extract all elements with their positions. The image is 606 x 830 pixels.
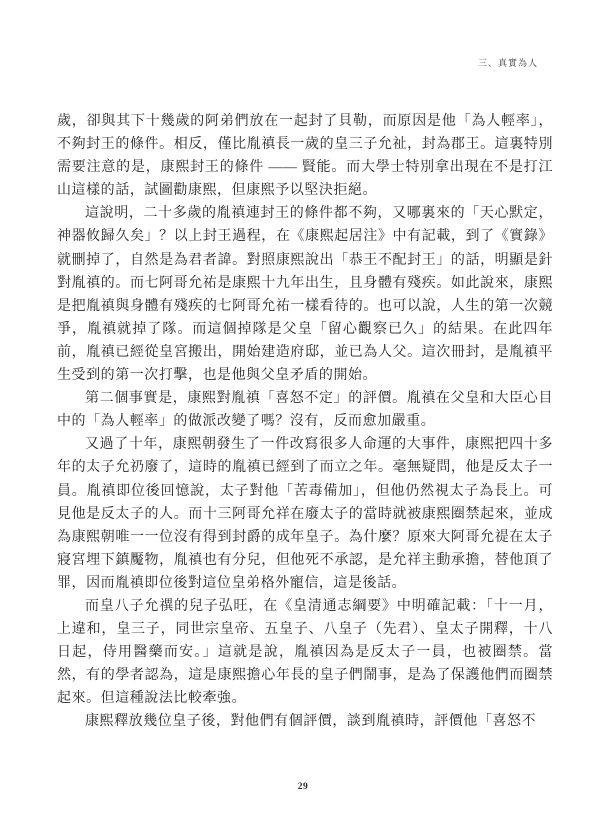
running-header: 三、真實為人 — [477, 58, 538, 68]
page-number: 29 — [297, 782, 309, 792]
paragraph: 康熙釋放幾位皇子後，對他們有個評價，談到胤禛時，評價他「喜怒不 — [85, 714, 537, 730]
paragraph: 這說明，二十多歲的胤禛連封王的條件都不夠，又哪裏來的「天心默定，神器攸歸久矣」？以上封王過程，在《康熙起居注》中有記載，到了《實錄》就刪掉了，自然是為君者諱。對照康熙說出「恭王不配封王」的話，明顯是針對胤禛的。而七阿哥允祐是康熙十九年出生，且身體有殘疾。如此說來，康熙是把胤禛與身體有殘疾的七阿哥允祐一樣看待的。也可以說，人生的第一次競爭，胤禛就掉了隊。而這個掉隊是父皇「留心觀察已久」的結果。在此四年前，胤禛已經從皇宮搬出，開始建造府邸，並已為人父。這次冊封，是胤禛平生受到的第一次打擊，也是他與父皇矛盾的開始。 — [57, 206, 553, 384]
paragraph: 又過了十年，康熙朝發生了一件改寫很多人命運的大事件，康熙把四十多年的太子允礽廢了，這時的胤禛已經到了而立之年。毫無疑問，他是反太子一員。胤禛即位後回憶說，太子對他「苦毒備加」，但他仍然視太子為長上。可見他是反太子的人。而十三阿哥允祥在廢太子的當時就被康熙圈禁起來，並成為康熙朝唯一一位沒有得到封爵的成年皇子。為什麼？原來大阿哥允禔在太子寢宮埋下鎮魘物，胤禛也有分兒，但他死不承認，是允祥主動承擔，替他頂了罪，因而胤禛即位後對這位皇弟格外寵信，這是後話。 — [57, 437, 553, 591]
paragraph: 而皇八子允禩的兒子弘旺，在《皇清通志綱要》中明確記載：「十一月，上違和，皇三子，同世宗皇帝、五皇子、八皇子（先君）、皇太子開釋，十八日起，侍用醫藥而安。」這就是說，胤禛因為是反太子一員，也被圈禁。當然，有的學者認為，這是康熙擔心年長的皇子們鬧事，是為了保護他們而圈禁起來。但這種說法比較牽強。 — [57, 598, 553, 707]
body-text — [57, 110, 553, 734]
paragraph: 歲，卻與其下十幾歲的阿弟們放在一起封了貝勒，而原因是他「為人輕率」，不夠封王的條件。相反，僅比胤禛長一歲的皇三子允祉，封為郡王。這裏特別需要注意的是，康熙封王的條件 —— 賢能。而大學士特別拿出現在不是打江山這樣的話，試圖勸康熙，但康熙予以堅決拒絕。 — [57, 114, 553, 199]
paragraph: 第二個事實是，康熙對胤禛「喜怒不定」的評價。胤禛在父皇和大臣心目中的「為人輕率」的做派改變了嗎？沒有，反而愈加嚴重。 — [57, 391, 553, 430]
